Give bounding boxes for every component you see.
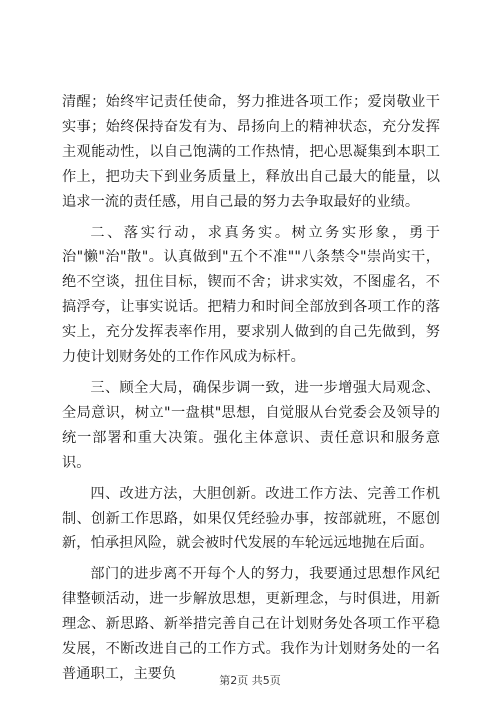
paragraph-closing: 部门的进步离不开每个人的努力，我要通过思想作风纪律整顿活动，进一步解放思想，更新理念，与时俱进，用新理念、新思路、新举措完善自己在计划财务处各项工作平稳发展，不断改进自己的工作方式。我作为计划财务处的一名普通职工，主要负 — [62, 566, 440, 682]
paragraph-section-four: 四、改进方法，大胆创新。改进工作方法、完善工作机制、创新工作思路，如果仅凭经验办事，按部就班，不愿创新，怕承担风险，就会被时代发展的车轮远远地抛在后面。 — [62, 485, 440, 552]
paragraph-continued: 清醒；始终牢记责任使命，努力推进各项工作；爱岗敬业干实事；始终保持奋发有为、昂扬向上的精神状态，充分发挥主观能动性，以自己饱满的工作热情，把心思凝集到本职工作上，把功夫下到业务质量上，释放出自己最大的能量，以追求一流的责任感，用自己最的努力去争取最好的业绩。 — [62, 94, 440, 210]
paragraph-section-three: 三、顾全大局，确保步调一致，进一步增强大局观念、全局意识，树立"一盘棋"思想，自觉服从台党委会及领导的统一部署和重大决策。强化主体意识、责任意识和服务意识。 — [62, 379, 440, 471]
page-number-footer: 第2页 共5页 — [219, 674, 281, 687]
paragraph-section-two: 二、落实行动，求真务实。树立务实形象，勇于治"懒"治"散"。认真做到"五个不准""八条禁令"崇尚实干，绝不空谈，扭住目标，锲而不舍；讲求实效，不图虚名，不搞浮夸，让事实说话。把精力和时间全部放到各项工作的落实上，充分发挥表率作用，要求别人做到的自己先做到，努力使计划财务处的工作作风成为标杆。 — [62, 224, 440, 366]
document-body — [62, 90, 440, 693]
